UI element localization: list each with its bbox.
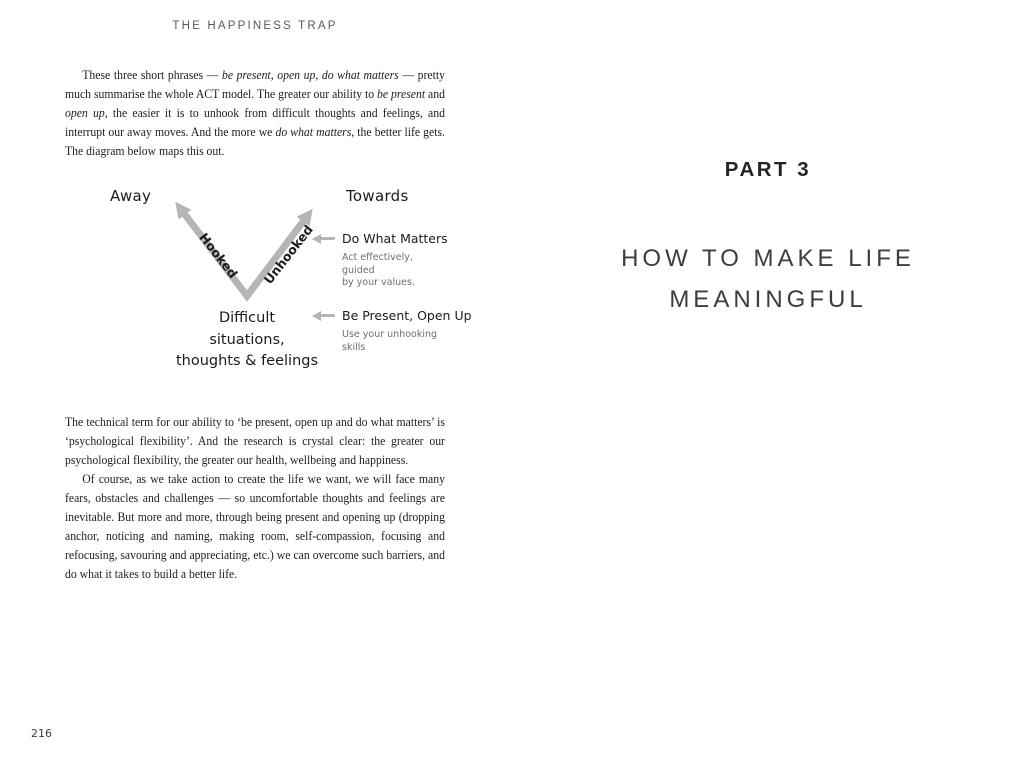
hooked-label: Hooked [196,229,241,282]
page-number: 216 [31,727,52,740]
part-title-heading [512,238,1024,320]
base-label-line: situations, [209,331,285,348]
difficult-situations-label [162,308,332,373]
annotation-caption: Act effectively, guided by your values. [342,252,415,288]
base-label-line: thoughts & feelings [175,353,319,369]
left-arrow-icon [312,234,335,244]
base-label-line: Difficult [218,310,276,326]
do-what-matters-annotation [312,231,447,290]
running-header: THE HAPPINESS TRAP [172,20,338,32]
body-paragraph-block [65,413,445,584]
act-model-diagram [65,185,472,390]
paragraph-text: These three short phrases — be present, open up, do what matters — pretty much summarise the whole ACT model. The greater our ability to be present and open up, the easier it is to unhook from difficult thoughts and feelings, and interrupt our away moves. And the more we do what matters, the better life gets. The diagram below maps this out. [65,68,445,158]
away-label: Away [110,187,152,205]
part-title-line: HOW TO MAKE LIFE [621,245,915,272]
annotation-caption: Use your unhooking skills [342,329,438,353]
paragraph-text: The technical term for our ability to ‘be present, open up and do what matters’ is ‘psychological flexibility’. And the research is crystal clear: the greater our psychological flexibility, the greater our health, wellbeing and happiness. [65,415,445,467]
part-number-heading: PART 3 [724,158,812,181]
towards-label: Towards [346,187,409,205]
unhooked-label: Unhooked [260,222,316,287]
part-title-line: MEANINGFUL [669,286,867,313]
be-present-annotation [312,308,472,354]
annotation-title: Be Present, Open Up [342,308,472,323]
annotation-title: Do What Matters [342,231,448,246]
left-arrow-icon [312,311,335,321]
paragraph-text: Of course, as we take action to create the life we want, we will face many fears, obstacles and challenges — so uncomfortable thoughts and feelings are inevitable. But more and more, through being present and opening up (dropping anchor, noticing and naming, making room, self-compassion, focusing and refocusing, savouring and appreciating, etc.) we can overcome such barriers, and do what it takes to build a better life. [65,472,445,581]
right-book-page [512,0,1024,771]
body-paragraph-1 [65,66,445,161]
